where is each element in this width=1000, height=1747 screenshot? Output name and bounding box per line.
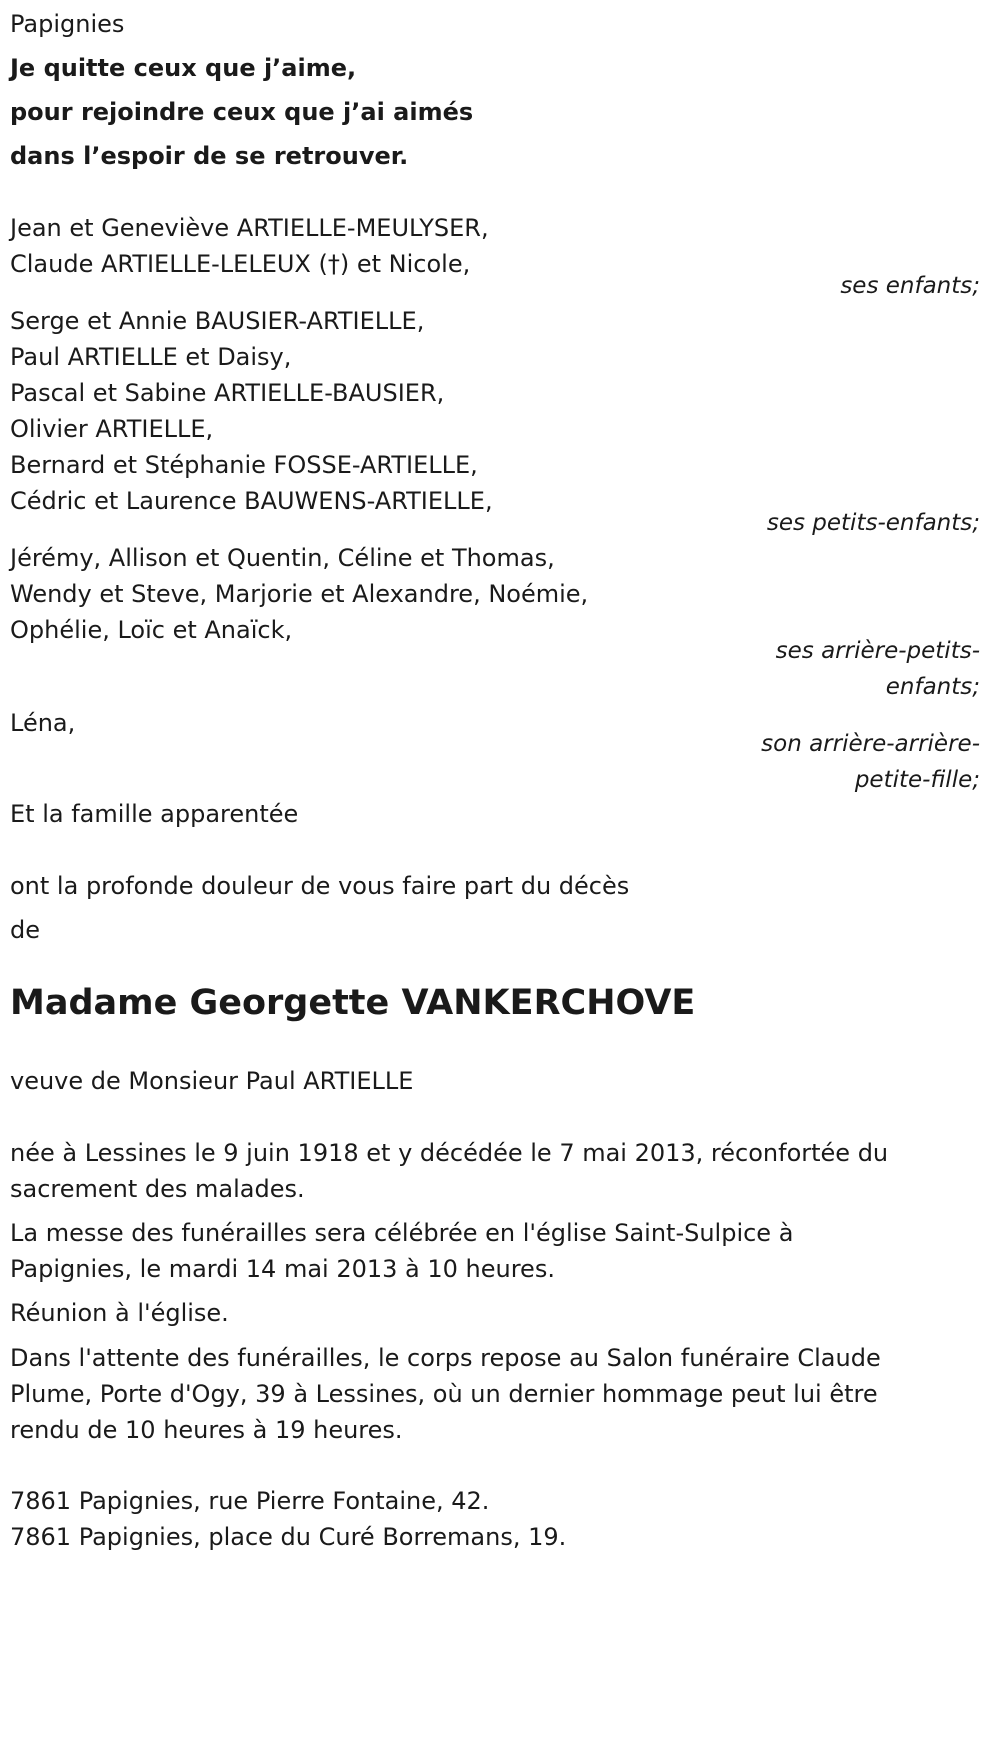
widow-of: veuve de Monsieur Paul ARTIELLE xyxy=(10,1067,414,1095)
children-name: Jean et Geneviève ARTIELLE-MEULYSER, xyxy=(10,214,489,242)
birth-death-line: sacrement des malades. xyxy=(10,1175,305,1203)
poem-line: pour rejoindre ceux que j’ai aimés xyxy=(10,98,474,126)
grandchild-name: Pascal et Sabine ARTIELLE-BAUSIER, xyxy=(10,379,445,407)
great-grandchild-name: Ophélie, Loïc et Anaïck, xyxy=(10,616,293,644)
grandchild-name: Bernard et Stéphanie FOSSE-ARTIELLE, xyxy=(10,451,478,479)
viewing-line: Dans l'attente des funérailles, le corps repose au Salon funéraire Claude xyxy=(10,1344,881,1372)
meeting-line: Réunion à l'église. xyxy=(10,1299,229,1327)
mass-line: La messe des funérailles sera célébrée en l'église Saint-Sulpice à xyxy=(10,1219,794,1247)
deceased-name: Madame Georgette VANKERCHOVE xyxy=(10,983,696,1023)
great-great-granddaughter-role: son arrière-arrière- xyxy=(761,731,980,757)
viewing-line: rendu de 10 heures à 19 heures. xyxy=(10,1416,403,1444)
announcement-line: ont la profonde douleur de vous faire part du décès xyxy=(10,872,630,900)
viewing-line: Plume, Porte d'Ogy, 39 à Lessines, où un dernier hommage peut lui être xyxy=(10,1380,878,1408)
great-grandchild-name: Jérémy, Allison et Quentin, Céline et Thomas, xyxy=(10,544,555,572)
great-great-granddaughter-name: Léna, xyxy=(10,709,76,737)
grandchild-name: Olivier ARTIELLE, xyxy=(10,415,214,443)
grandchild-name: Paul ARTIELLE et Daisy, xyxy=(10,343,292,371)
address-line: 7861 Papignies, place du Curé Borremans, 19. xyxy=(10,1523,567,1551)
place-heading: Papignies xyxy=(10,10,125,38)
family-line: Et la famille apparentée xyxy=(10,800,299,828)
mass-line: Papignies, le mardi 14 mai 2013 à 10 heures. xyxy=(10,1255,555,1283)
birth-death-line: née à Lessines le 9 juin 1918 et y décédée le 7 mai 2013, réconfortée du xyxy=(10,1139,889,1167)
children-role: ses enfants; xyxy=(840,273,980,299)
address-line: 7861 Papignies, rue Pierre Fontaine, 42. xyxy=(10,1487,490,1515)
children-name: Claude ARTIELLE-LELEUX (†) et Nicole, xyxy=(10,250,471,278)
great-grandchildren-role: enfants; xyxy=(885,674,980,700)
grandchild-name: Serge et Annie BAUSIER-ARTIELLE, xyxy=(10,307,425,335)
poem-line: dans l’espoir de se retrouver. xyxy=(10,142,409,170)
grandchild-name: Cédric et Laurence BAUWENS-ARTIELLE, xyxy=(10,487,493,515)
announcement-line: de xyxy=(10,916,40,944)
poem-line: Je quitte ceux que j’aime, xyxy=(10,54,357,82)
grandchildren-role: ses petits-enfants; xyxy=(766,510,980,536)
great-grandchild-name: Wendy et Steve, Marjorie et Alexandre, Noémie, xyxy=(10,580,589,608)
great-great-granddaughter-role: petite-fille; xyxy=(854,767,980,793)
great-grandchildren-role: ses arrière-petits- xyxy=(775,638,980,664)
